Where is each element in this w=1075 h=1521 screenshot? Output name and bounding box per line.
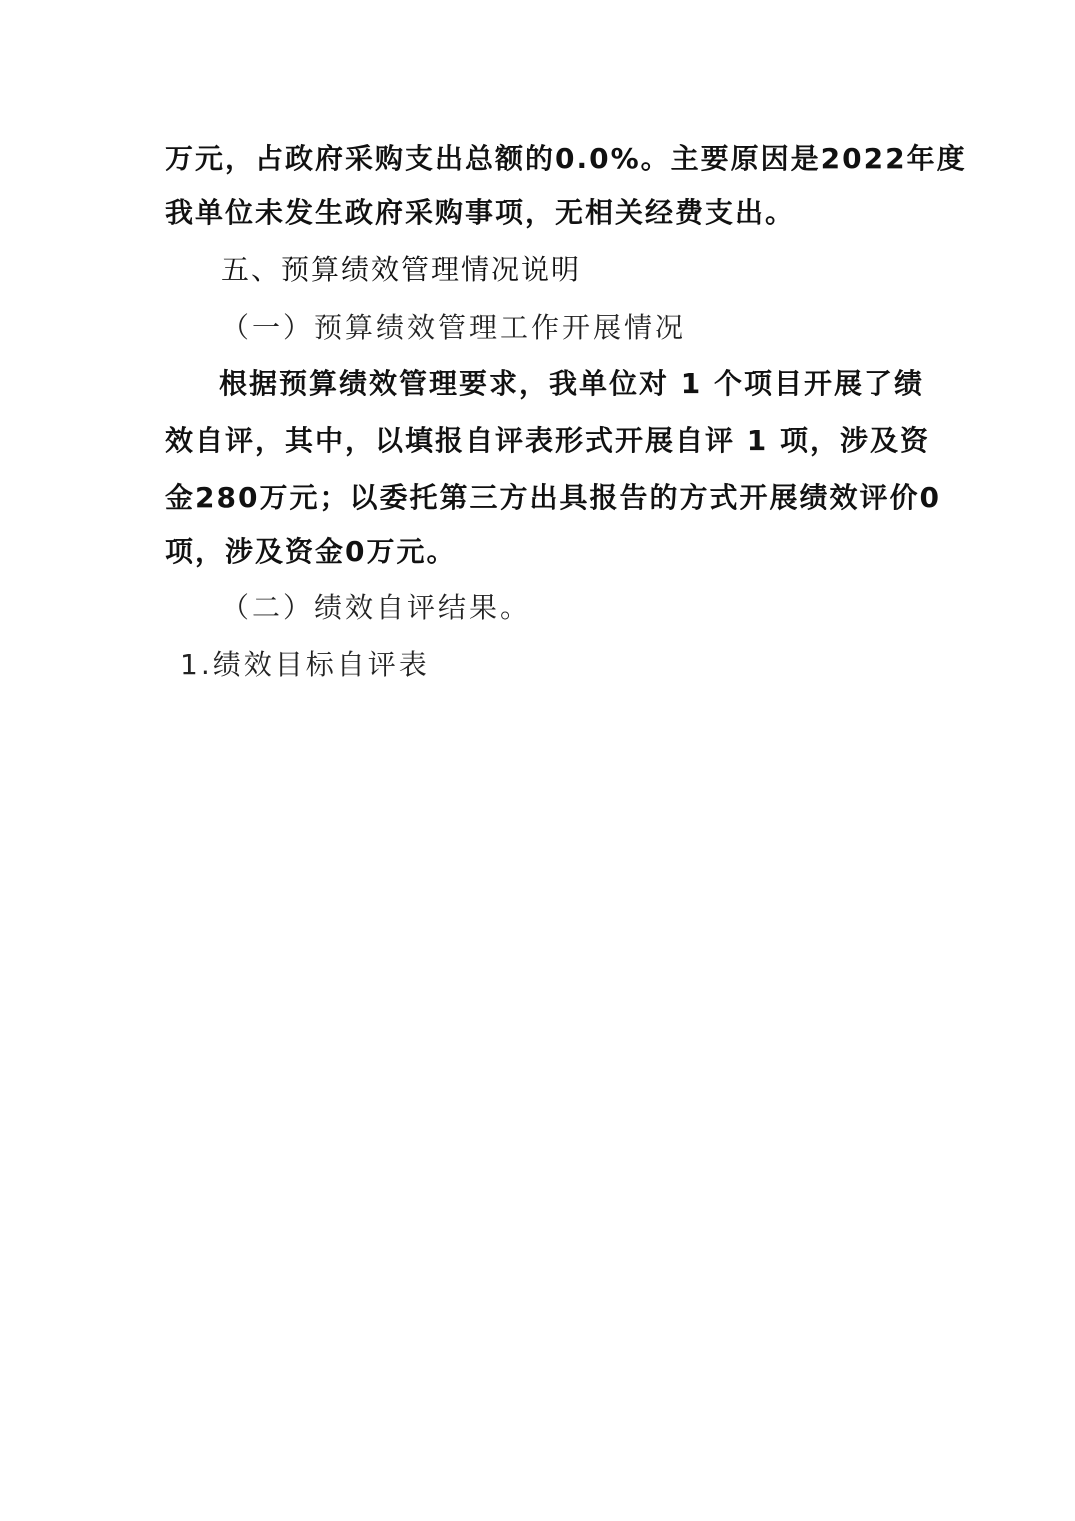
subsection-1-heading: （一）预算绩效管理工作开展情况: [221, 311, 687, 344]
paragraph-2-line-1: 根据预算绩效管理要求，我单位对 1 个项目开展了绩: [219, 367, 924, 400]
paragraph-1-line-2: 我单位未发生政府采购事项，无相关经费支出。: [165, 196, 796, 229]
paragraph-2-line-2: 效自评，其中，以填报自评表形式开展自评 1 项，涉及资: [165, 424, 930, 457]
subsection-2-heading: （二）绩效自评结果。: [221, 591, 532, 624]
item-1-heading: 1.绩效目标自评表: [180, 648, 430, 681]
paragraph-2-line-3: 金280万元；以委托第三方出具报告的方式开展绩效评价0: [165, 481, 941, 514]
paragraph-1-line-1: 万元，占政府采购支出总额的0.0%。主要原因是2022年度: [165, 142, 967, 175]
paragraph-2-line-4: 项，涉及资金0万元。: [165, 535, 457, 568]
section-5-heading: 五、预算绩效管理情况说明: [221, 253, 582, 286]
